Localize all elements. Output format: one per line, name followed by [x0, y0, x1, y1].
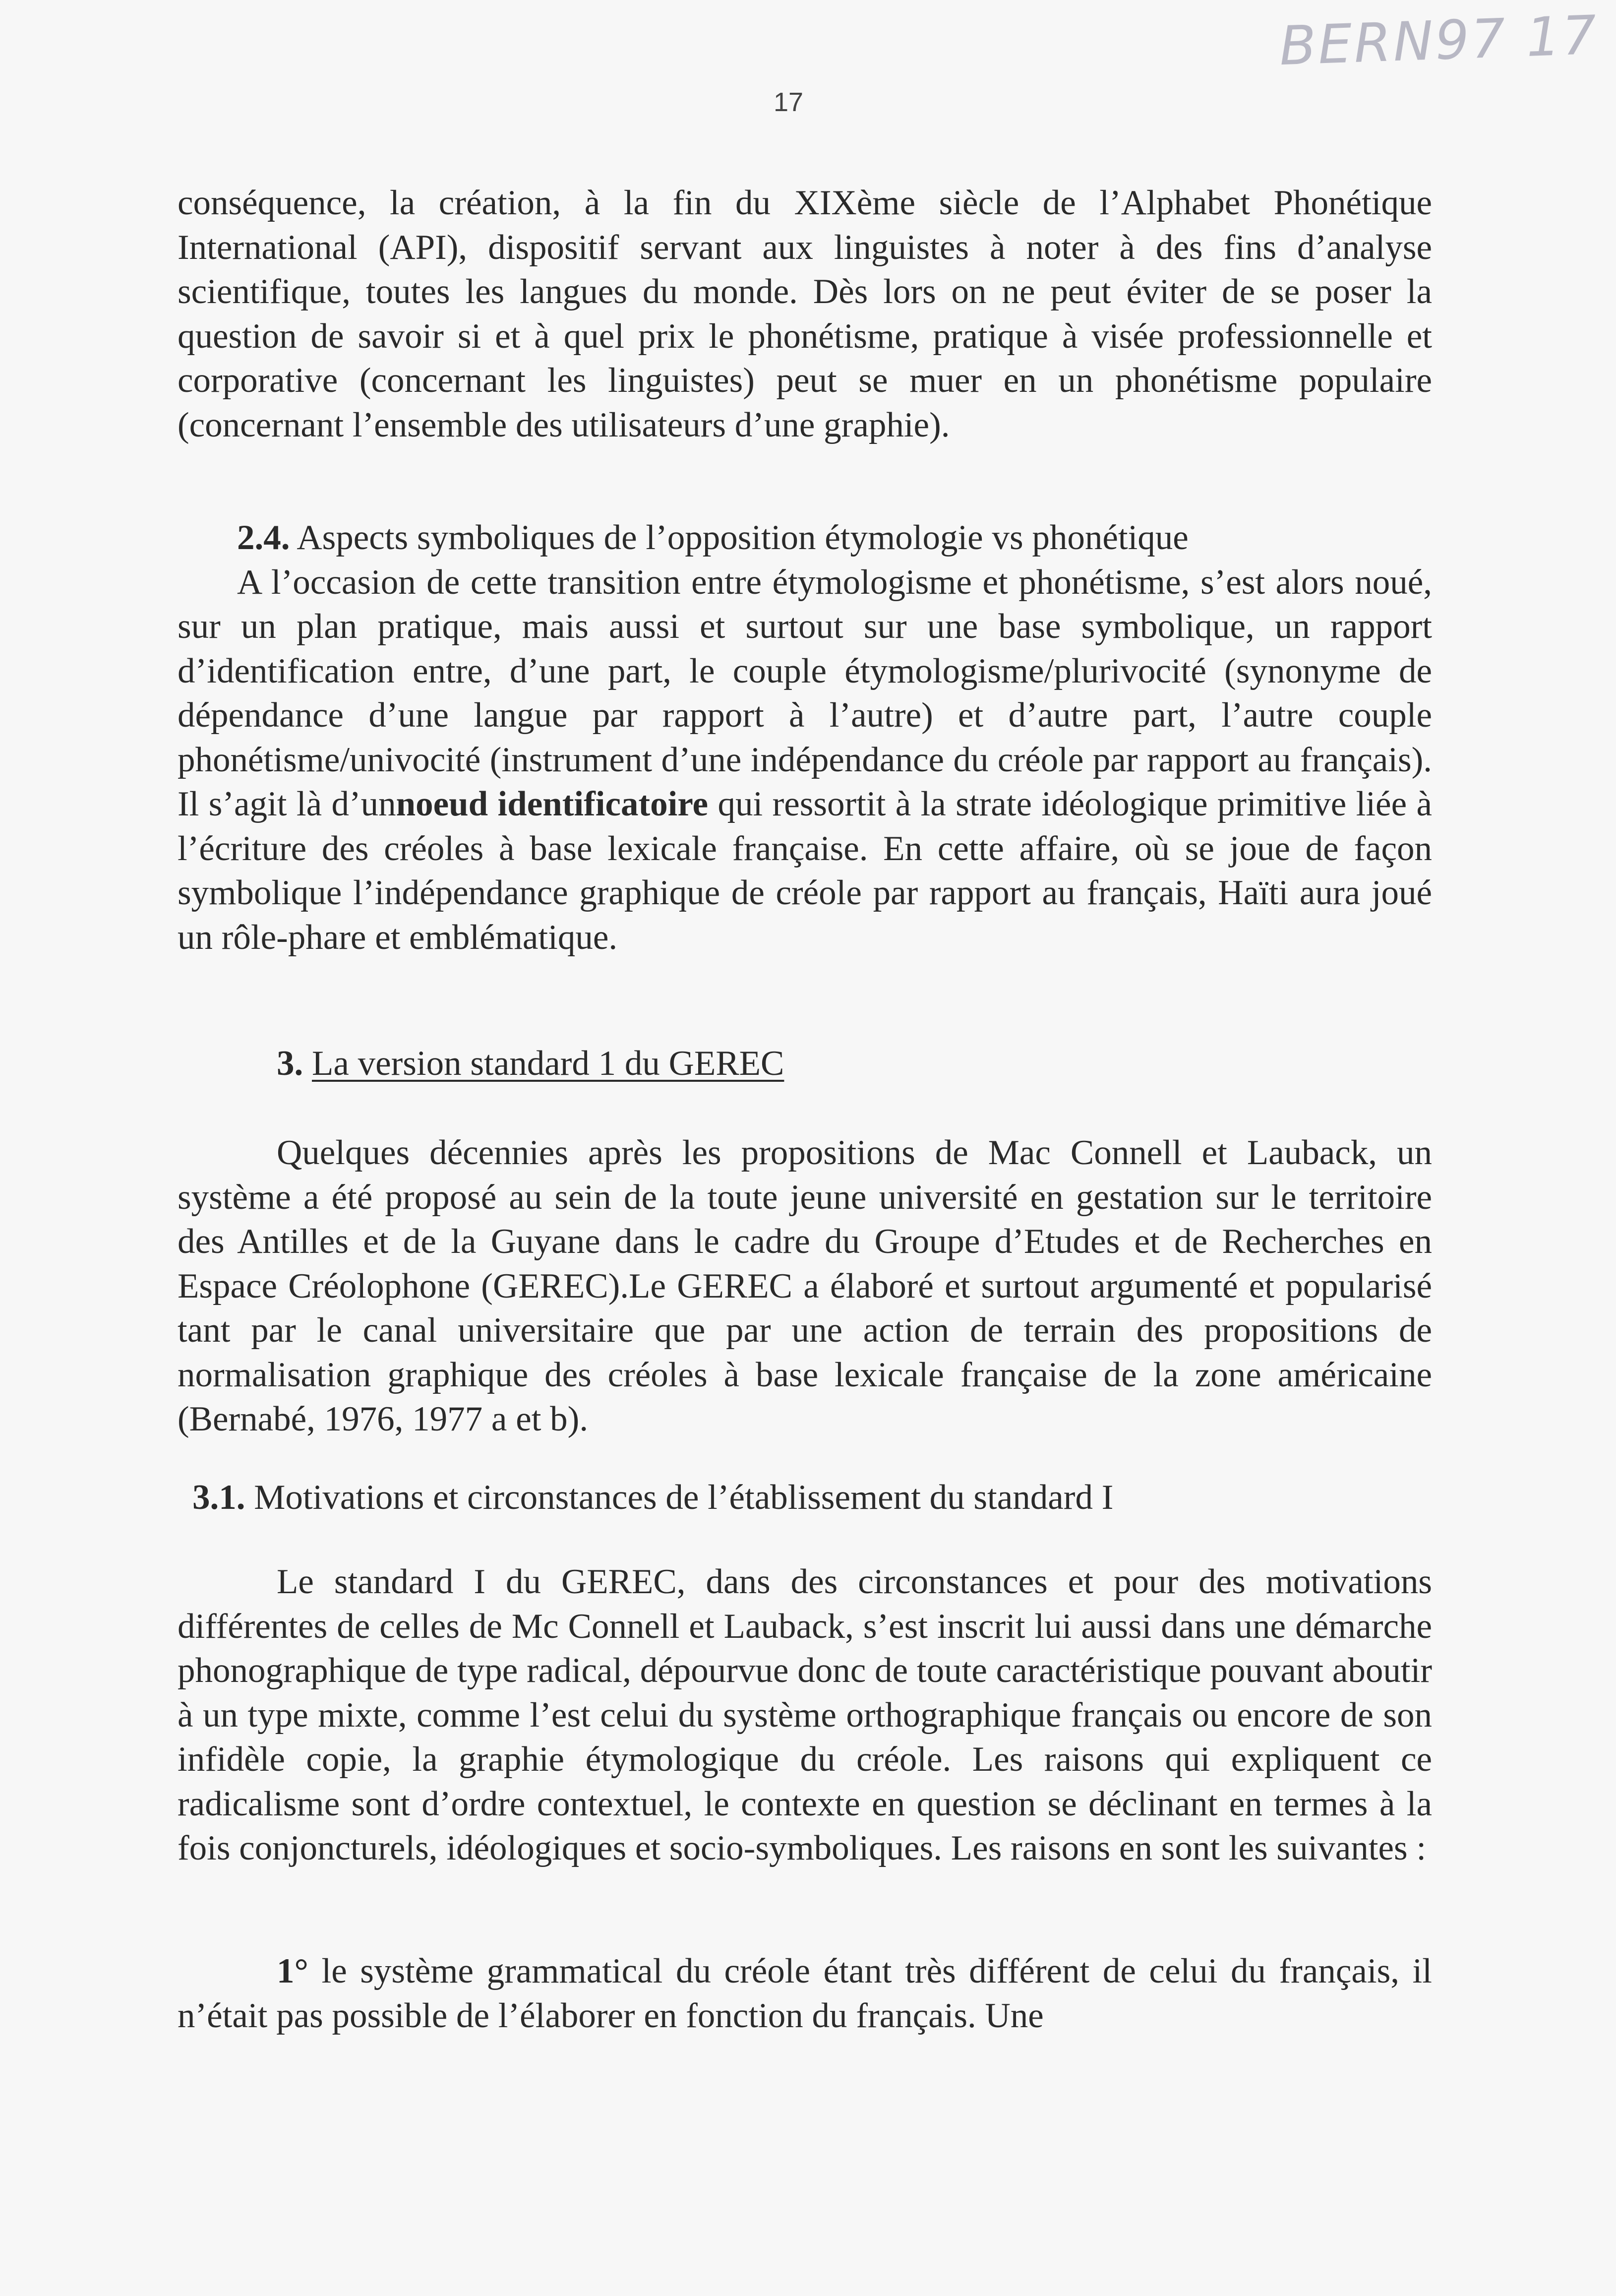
section-paragraph — [178, 560, 1432, 960]
list-number: 1° — [277, 1952, 308, 1990]
paragraph-text: A l’occasion de cette transition entre étymologisme et phonétisme, s’est alors noué, sur un plan pratique, mais aussi et surtout sur une base symbolique, un rapport d’identification entre, d’une part, le couple étymologisme/plurivocité (synonyme de dépendance d’une langue par rapport à l’autre) et d’autre part, l’autre couple phonétisme/univocité (instrument d’une indépendance du créole par rapport au français). Il s’agit là d’un — [178, 562, 1432, 823]
section-3-1 — [178, 1476, 1432, 1520]
section-heading-3-1 — [178, 1476, 1432, 1520]
section-number: 3. — [277, 1044, 303, 1083]
list-item — [178, 1949, 1432, 2038]
paragraph-text: Quelques décennies après les propositions de Mac Connell et Lauback, un système a été proposé au sein de la toute jeune université en gestation sur le territoire des Antilles et de la Guyane dans le cadre du Groupe d’Etudes et de Recherches en Espace Créolophone (GEREC).Le GEREC a élaboré et surtout argumenté et popularisé tant par le canal universitaire que par une action de terrain des propositions de normalisation graphique des créoles à base lexicale française de la zone américaine (Bernabé, 1976, 1977 a et b). — [178, 1133, 1432, 1438]
section-heading-3 — [178, 1042, 1432, 1086]
section-title: Motivations et circonstances de l’établissement du standard I — [245, 1478, 1114, 1517]
section-heading-2-4 — [178, 516, 1432, 560]
section-number: 2.4. — [237, 518, 290, 557]
paragraph-text: qui ressortit à la strate idéologique primitive liée à l’écriture des créoles à base lexicale française. En cette affaire, où se joue de façon symbolique l’indépendance graphique de créole par rapport au français, Haïti aura joué un rôle-phare et emblématique. — [178, 785, 1432, 957]
section-3 — [178, 1042, 1432, 1086]
section-3-1-paragraph — [178, 1560, 1432, 1871]
page-number: 17 — [774, 87, 804, 117]
paragraph-intro — [178, 181, 1432, 447]
paragraph-text: conséquence, la création, à la fin du XIXème siècle de l’Alphabet Phonétique International (API), dispositif servant aux linguistes à noter à des fins d’analyse scientifique, toutes les langues du monde. Dès lors on ne peut éviter de se poser la question de savoir si et à quel prix le phonétisme, pratique à visée professionnelle et corporative (concernant les linguistes) peut se muer en un phonétisme populaire (concernant l’ensemble des utilisateurs d’une graphie). — [178, 184, 1432, 444]
section-number: 3.1. — [192, 1478, 245, 1517]
paragraph-text: Le standard I du GEREC, dans des circonstances et pour des motivations différentes de celles de Mc Connell et Lauback, s’est inscrit lui aussi dans une démarche phonographique de type radical, dépourvue donc de toute caractéristique pouvant aboutir à un type mixte, comme l’est celui du système orthographique français ou encore de son infidèle copie, la graphie étymologique du créole. Les raisons qui expliquent ce radicalisme sont d’ordre contextuel, le contexte en question se déclinant en termes à la fois conjoncturels, idéologiques et socio-symboliques. Les raisons en sont les suivantes : — [178, 1562, 1432, 1867]
list-item-text — [178, 1949, 1432, 2038]
section-3-paragraph — [178, 1131, 1432, 1442]
section-title: La version standard 1 du GEREC — [312, 1044, 784, 1083]
paragraph-text: le système grammatical du créole étant très différent de celui du français, il n’était pas possible de l’élaborer en fonction du français. Une — [178, 1952, 1432, 2035]
archive-stamp: BERN97 17 — [1278, 4, 1600, 78]
section-title: Aspects symboliques de l’opposition étymologie vs phonétique — [290, 518, 1189, 557]
section-2-4 — [178, 516, 1432, 960]
bold-term: noeud identificatoire — [396, 785, 709, 823]
